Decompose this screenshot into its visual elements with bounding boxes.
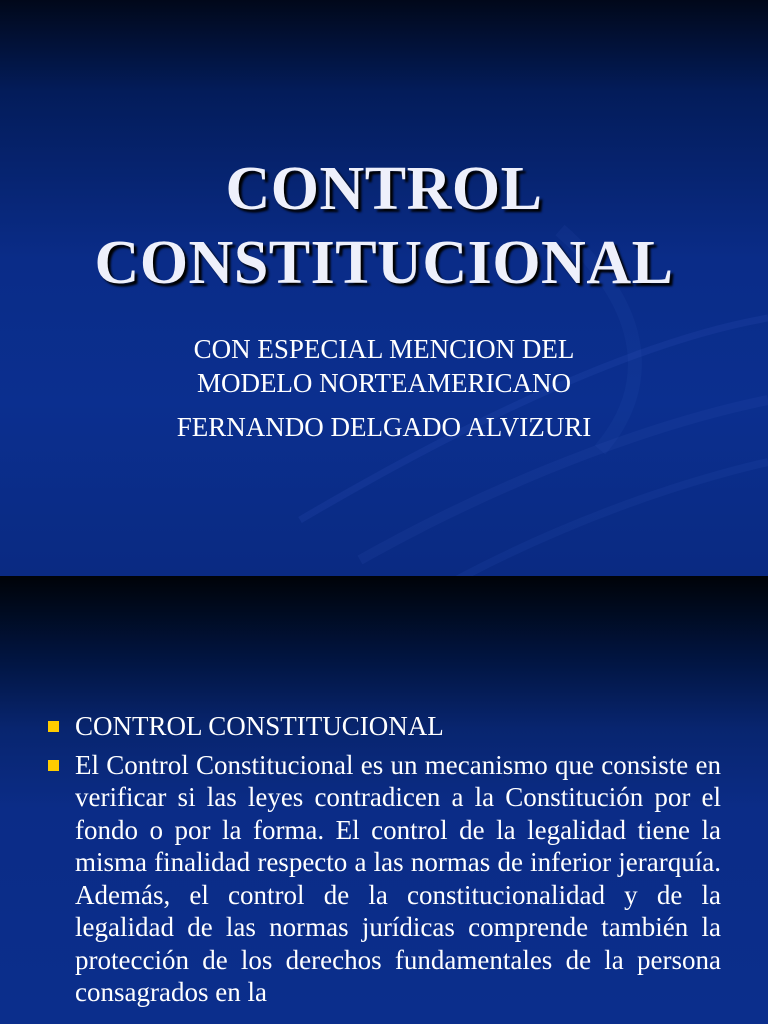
bullet-item-definition — [48, 749, 721, 1009]
title-line-1: CONTROL — [225, 155, 543, 223]
content-slide — [0, 576, 768, 1024]
subtitle-line-1: CON ESPECIAL MENCION DEL — [193, 334, 575, 364]
subtitle-line-2: MODELO NORTEAMERICANO — [196, 368, 572, 398]
square-bullet-icon — [48, 760, 59, 771]
author-name: FERNANDO DELGADO ALVIZURI — [176, 412, 592, 442]
bullet-text: El Control Constitucional es un mecanismo que consiste en verificar si las leyes contradicen a la Constitución por el fondo o por la forma. El control de la legalidad tiene la misma finalidad respecto a las normas de inferior jerarquía. Además, el control de la constitucionalidad y de la legalidad de las normas jurídicas comprende también la protección de los derechos fundamentales de la persona consagrados en la — [75, 749, 721, 1007]
bullet-item-heading — [48, 710, 721, 743]
bullet-text: CONTROL CONSTITUCIONAL — [75, 711, 444, 741]
bullet-list — [48, 710, 721, 1009]
square-bullet-icon — [48, 721, 59, 732]
title-line-2: CONSTITUCIONAL — [94, 229, 674, 297]
slide-subtitle — [0, 332, 768, 400]
slide-title — [0, 152, 768, 300]
